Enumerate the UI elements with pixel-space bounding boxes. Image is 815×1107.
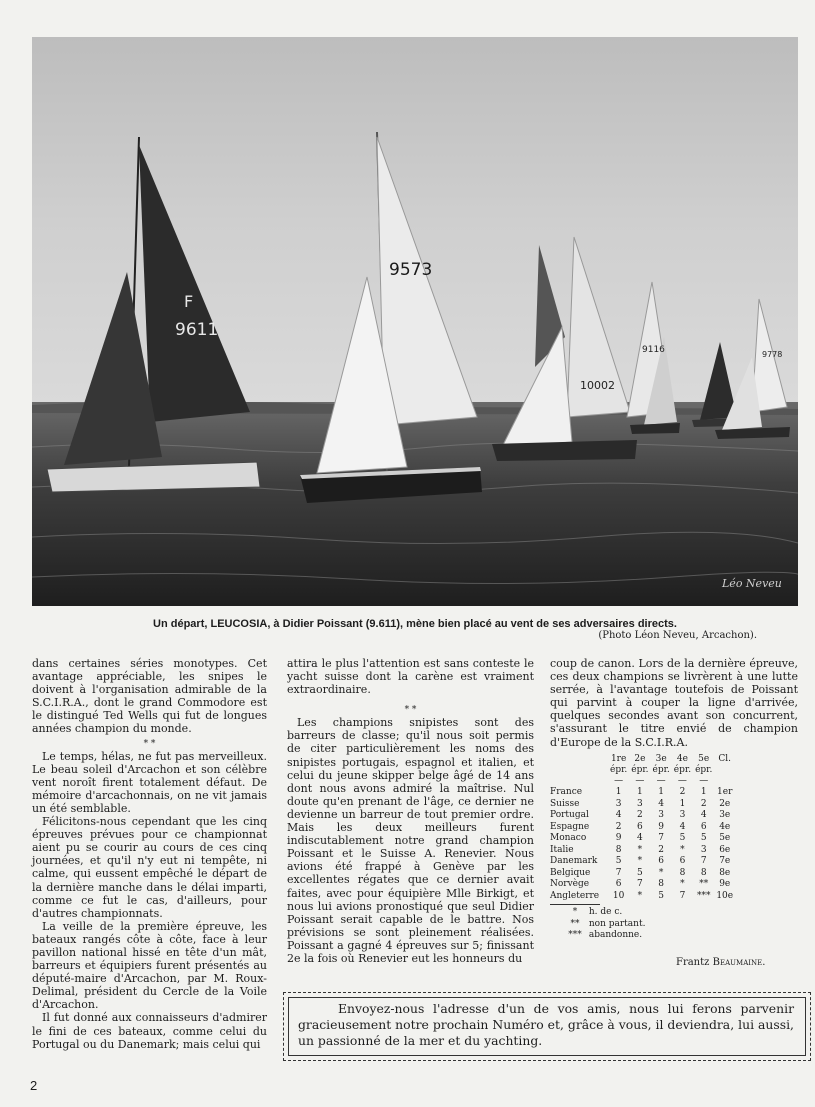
header-cell: épr. [695,764,713,775]
result-cell: 5 [658,890,665,901]
result-cell: 5 [679,833,686,844]
result-cell: 1 [700,787,707,798]
result-cell: 8 [700,867,707,878]
result-cell: * [680,879,685,890]
result-cell: 9 [658,821,665,832]
table-row [550,856,735,868]
sail-number: 9573 [389,260,433,280]
result-cell: 5 [637,867,643,878]
table-row [550,879,735,891]
table-row [550,845,735,857]
column-2 [287,657,534,965]
page-number: 2 [30,1078,38,1093]
header-cell: épr. [631,764,649,775]
result-cell: 6 [679,856,686,867]
table-row [550,868,735,880]
table-row [550,799,735,811]
result-cell: 3 [637,798,643,809]
legend-item: * h. de c. [572,907,623,918]
result-cell: 9 [615,833,622,844]
country-cell: Angleterre [550,890,600,901]
country-cell: Portugal [550,810,589,821]
header-cell: 3e [655,753,667,764]
result-cell: 6 [700,821,707,832]
result-cell: 7e [719,856,731,867]
result-cell: 3e [719,810,731,821]
result-cell: 2 [679,787,686,798]
result-cell: 5 [700,833,707,844]
paragraph: Félicitons-nous cependant que les cinq épreuves prévues pour ce championnat aient pu se courir au cours de ces cinq journées, et qu'il n'y eut ni tempête, ni calme, qui eussent empêché le départ de la dernière manche dans le délai imparti, comme ce fut le cas, d'ailleurs, pour d'autres championnats. [32,815,267,920]
country-cell: Espagne [550,821,590,832]
result-cell: 9e [719,879,731,890]
result-cell: 4 [658,798,665,809]
sail-number: 9116 [642,345,665,355]
paragraph: dans certaines séries monotypes. Cet avantage appréciable, les snipes le doivent à l'organisation admirable de la S.C.I.R.A., dont le grand Commodore est le distingué Ted Wells qui fut de longues années champion du monde. [32,657,267,736]
header-cell: épr. [610,764,628,775]
result-cell: 1er [717,787,733,798]
result-cell: 8 [615,844,622,855]
sail-number: 9778 [762,350,783,359]
table-row [550,891,735,903]
table-row [550,833,735,845]
sail-number: 9611 [175,320,219,340]
result-cell: * [680,844,685,855]
author-signature: Frantz Beaumaine. [676,957,766,968]
result-cell: ** [699,879,709,890]
result-cell: 3 [700,844,707,855]
table-row [550,787,735,799]
photo-credit: (Photo Léon Neveu, Arcachon). [598,630,757,641]
section-stars: * * [404,705,417,716]
result-cell: 10e [716,890,734,901]
country-cell: Belgique [550,867,591,878]
result-cell: 8 [658,879,665,890]
result-cell: 2 [700,798,707,809]
result-cell: 5e [719,833,731,844]
result-cell: 1 [658,787,665,798]
result-cell: 7 [658,833,665,844]
notice-box [283,992,811,1061]
sail-letter: F [184,292,194,311]
result-cell: * [637,890,643,901]
notice-text: Envoyez-nous l'adresse d'un de vos amis, nous lui ferons parvenir gracieusement notre prochain Numéro et, grâce à vous, il deviendra, lui aussi, un passionné de la mer et du yachting. [298,1001,794,1048]
result-cell: 2 [615,821,622,832]
paragraph: Les champions snipistes sont des barreurs de classe; qu'il nous soit permis de citer particulièrement les noms des snipistes portugais, espagnol et italien, et celui du jeune skipper belge âgé de 14 ans dont nous avons admiré la maîtrise. Nul doute qu'en prenant de l'âge, ce dernier ne devienne un barreur de tout premier ordre. Mais les deux meilleurs furent indiscutablement notre grand champion Poissant et le Suisse A. Renevier. Nous avions été frappé à Genève par les excellentes régates que ce dernier avait faites, avec pour équipière Mlle Birkigt, et nous lui avions pronostiqué que seul Didier Poissant serait capable de le battre. Nos prévisions se sont pleinement réalisées. Poissant a gagné 4 épreuves sur 5; finissant 2e la fois où Renevier eut les honneurs du [287,716,534,965]
results-header-row [550,765,735,776]
regatta-photo [32,37,798,606]
header-cell: 2e [634,753,646,764]
header-cell: épr. [652,764,670,775]
header-cell: 5e [698,753,710,764]
result-cell: 3 [658,810,665,821]
country-cell: Monaco [550,833,587,844]
result-cell: 7 [637,879,643,890]
paragraph: Le temps, hélas, ne fut pas merveilleux. Le beau soleil d'Arcachon et son célèbre vent noroît firent totalement défaut. De mémoire d'arcachonnais, on ne vit jamais un été semblable. [32,749,267,815]
result-cell: 4 [679,821,686,832]
table-row [550,810,735,822]
results-legend [564,904,798,942]
country-cell: Norvège [550,879,590,890]
result-cell: 3 [615,798,622,809]
paragraph: La veille de la première épreuve, les bateaux rangés côte à côte, face à leur pavillon national hissé en tête d'un mât, barreurs et équipiers furent présentés au député-maire d'Arcachon, par M. Roux-Delimal, président du Cercle de la Voile d'Arcachon. [32,919,267,1012]
legend-item: ** non partant. [570,918,646,929]
photo-watermark: Léo Neveu [722,577,782,590]
result-cell: 1 [637,787,643,798]
paragraph: Il fut donné aux connaisseurs d'admirer le fini de ces bateaux, comme celui du Portugal ou du Danemark; mais celui qui [32,1011,267,1051]
result-cell: 7 [679,890,686,901]
header-cell: Cl. [718,753,732,764]
result-cell: 7 [615,867,622,878]
header-cell: épr. [673,764,692,775]
result-cell: 3 [679,810,686,821]
legend-item: *** abandonne. [568,930,643,941]
result-cell: 2 [637,810,643,821]
result-cell: 6 [658,856,665,867]
result-cell: * [637,856,643,867]
result-cell: *** [696,890,711,901]
result-cell: 1 [615,787,622,798]
result-cell: 4 [615,810,622,821]
photo-caption: Un départ, LEUCOSIA, à Didier Poissant (9.611), mène bien placé au vent de ses adversaires directs. [153,618,677,630]
results-table: 1re 2e 3e 4e 5e Cl. épr. épr. épr. épr. épr. — — — — — France 1 1 1 2 1 1er Suisse 3 3 4 1 2 2e Portugal 4 2 3 3 4 3e Espagne 2 6 9 4 6 4e Monaco 9 4 7 5 5 5e Italie 8 * 2 * 3 6e Danemark 5 * 6 6 7 7e Belgique 7 5 * 8 8 8e Norvège 6 7 8 * ** 9e Angleterre 10 * 5 7 *** 10e [550,753,734,901]
result-cell: 7 [700,856,707,867]
result-cell: 1 [679,798,686,809]
result-cell: 4e [719,821,731,832]
result-cell: * [637,844,643,855]
country-cell: Italie [550,844,574,855]
header-cell: 1re [610,753,627,764]
column-3 [550,657,798,942]
results-header-row [550,754,735,765]
result-cell: 5 [615,856,622,867]
section-stars: * * [143,738,156,749]
country-cell: France [550,787,583,798]
country-cell: Suisse [550,798,580,809]
sail-number: 10002 [580,379,615,392]
result-cell: 2e [719,798,731,809]
paragraph: coup de canon. Lors de la dernière épreuve, ces deux champions se livrèrent à une lutte serrée, à l'avantage toutefois de Poissant qui parvint à couper la ligne d'arrivée, quelques secondes avant son concurrent, s'assurant le titre envié de champion d'Europe de la S.C.I.R.A. [550,657,798,749]
paragraph: attira le plus l'attention est sans conteste le yacht suisse dont la carène est vraiment extraordinaire. [287,657,534,697]
result-cell: 8 [679,867,686,878]
result-cell: 6 [637,821,643,832]
result-cell: 8e [719,867,731,878]
country-cell: Danemark [550,856,598,867]
result-cell: 2 [658,844,665,855]
result-cell: 6 [615,879,622,890]
table-row [550,822,735,834]
result-cell: 6e [719,844,731,855]
header-cell: 4e [676,753,688,764]
result-cell: 4 [700,810,707,821]
column-1 [32,657,267,1051]
result-cell: 10 [612,890,625,901]
result-cell: 4 [637,833,643,844]
regatta-photo-svg [32,37,798,606]
result-cell: * [658,867,664,878]
